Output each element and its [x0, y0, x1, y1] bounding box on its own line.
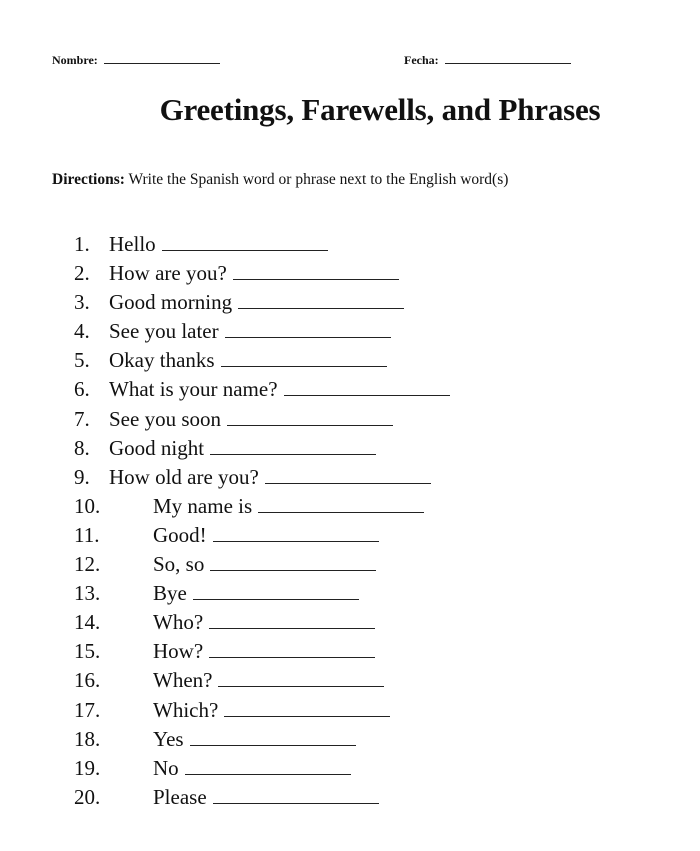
item-english-phrase: Bye — [153, 581, 187, 606]
answer-blank-line[interactable] — [218, 668, 384, 687]
answer-blank-line[interactable] — [209, 639, 375, 658]
answer-blank-line[interactable] — [209, 610, 375, 629]
list-item — [74, 725, 450, 754]
list-item — [74, 230, 450, 259]
item-number: 1. — [74, 232, 90, 256]
item-number: 6. — [74, 377, 90, 402]
list-item — [74, 405, 450, 434]
item-english-phrase: How old are you? — [109, 464, 259, 489]
nombre-field — [52, 53, 220, 68]
answer-blank-line[interactable] — [224, 698, 390, 717]
item-number: 14. — [74, 610, 101, 635]
answer-blank-line[interactable] — [185, 756, 351, 775]
item-english-phrase: How? — [153, 639, 204, 664]
worksheet-title: Greetings, Farewells, and Phrases — [159, 92, 601, 127]
nombre-blank-line[interactable] — [104, 53, 220, 64]
item-number: 15. — [74, 639, 101, 664]
item-english-phrase: Which? — [153, 697, 219, 722]
list-item — [74, 375, 450, 404]
item-number: 20. — [74, 784, 101, 809]
answer-blank-line[interactable] — [193, 581, 359, 600]
fecha-label: Fecha: — [404, 53, 439, 67]
item-number: 19. — [74, 755, 101, 780]
list-item — [74, 637, 450, 666]
item-english-phrase: Good morning — [109, 290, 233, 315]
answer-blank-line[interactable] — [190, 727, 356, 746]
item-number: 3. — [74, 290, 90, 315]
list-item — [74, 521, 450, 550]
answer-blank-line[interactable] — [233, 261, 399, 280]
item-english-phrase: No — [153, 755, 179, 780]
nombre-label: Nombre: — [52, 53, 98, 67]
item-english-phrase: What is your name? — [109, 377, 278, 402]
list-item — [74, 783, 450, 812]
list-item — [74, 608, 450, 637]
list-item — [74, 259, 450, 288]
list-item — [74, 754, 450, 783]
item-english-phrase: Yes — [153, 726, 184, 751]
answer-blank-line[interactable] — [265, 465, 431, 484]
item-number: 13. — [74, 581, 101, 606]
answer-blank-line[interactable] — [284, 377, 450, 396]
answer-blank-line[interactable] — [221, 348, 387, 367]
list-item — [74, 666, 450, 695]
phrase-list — [74, 230, 450, 812]
item-english-phrase: Hello — [109, 232, 156, 256]
list-item — [74, 317, 450, 346]
item-english-phrase: Good night — [109, 435, 205, 460]
answer-blank-line[interactable] — [258, 494, 424, 513]
item-english-phrase: See you soon — [109, 406, 221, 431]
item-number: 10. — [74, 493, 101, 518]
item-english-phrase: My name is — [153, 493, 253, 518]
item-english-phrase: Good! — [153, 522, 207, 547]
answer-blank-line[interactable] — [213, 785, 379, 804]
item-english-phrase: Please — [153, 784, 207, 809]
item-number: 5. — [74, 348, 90, 373]
fecha-field — [404, 53, 571, 68]
item-english-phrase: When? — [153, 668, 213, 693]
item-english-phrase: How are you? — [109, 261, 227, 286]
item-number: 11. — [74, 522, 100, 547]
item-number: 16. — [74, 668, 101, 693]
item-number: 7. — [74, 406, 90, 431]
list-item — [74, 550, 450, 579]
answer-blank-line[interactable] — [162, 232, 328, 251]
item-english-phrase: Okay thanks — [109, 348, 215, 373]
list-item — [74, 579, 450, 608]
directions-label: Directions: — [52, 171, 125, 188]
item-number: 9. — [74, 464, 90, 489]
item-number: 4. — [74, 319, 90, 344]
list-item — [74, 346, 450, 375]
list-item — [74, 492, 450, 521]
answer-blank-line[interactable] — [213, 523, 379, 542]
answer-blank-line[interactable] — [225, 319, 391, 338]
item-number: 2. — [74, 261, 90, 286]
answer-blank-line[interactable] — [210, 436, 376, 455]
directions — [52, 171, 508, 189]
item-number: 17. — [74, 697, 101, 722]
directions-text: Write the Spanish word or phrase next to the English word(s) — [124, 171, 509, 188]
fecha-blank-line[interactable] — [445, 53, 571, 64]
list-item — [74, 288, 450, 317]
answer-blank-line[interactable] — [238, 290, 404, 309]
item-number: 8. — [74, 435, 90, 460]
answer-blank-line[interactable] — [210, 552, 376, 571]
list-item — [74, 434, 450, 463]
answer-blank-line[interactable] — [227, 407, 393, 426]
item-english-phrase: So, so — [153, 552, 205, 577]
item-english-phrase: See you later — [109, 319, 219, 344]
header-row — [52, 53, 652, 71]
item-english-phrase: Who? — [153, 610, 204, 635]
item-number: 12. — [74, 552, 101, 577]
list-item — [74, 696, 450, 725]
item-number: 18. — [74, 726, 101, 751]
list-item — [74, 463, 450, 492]
